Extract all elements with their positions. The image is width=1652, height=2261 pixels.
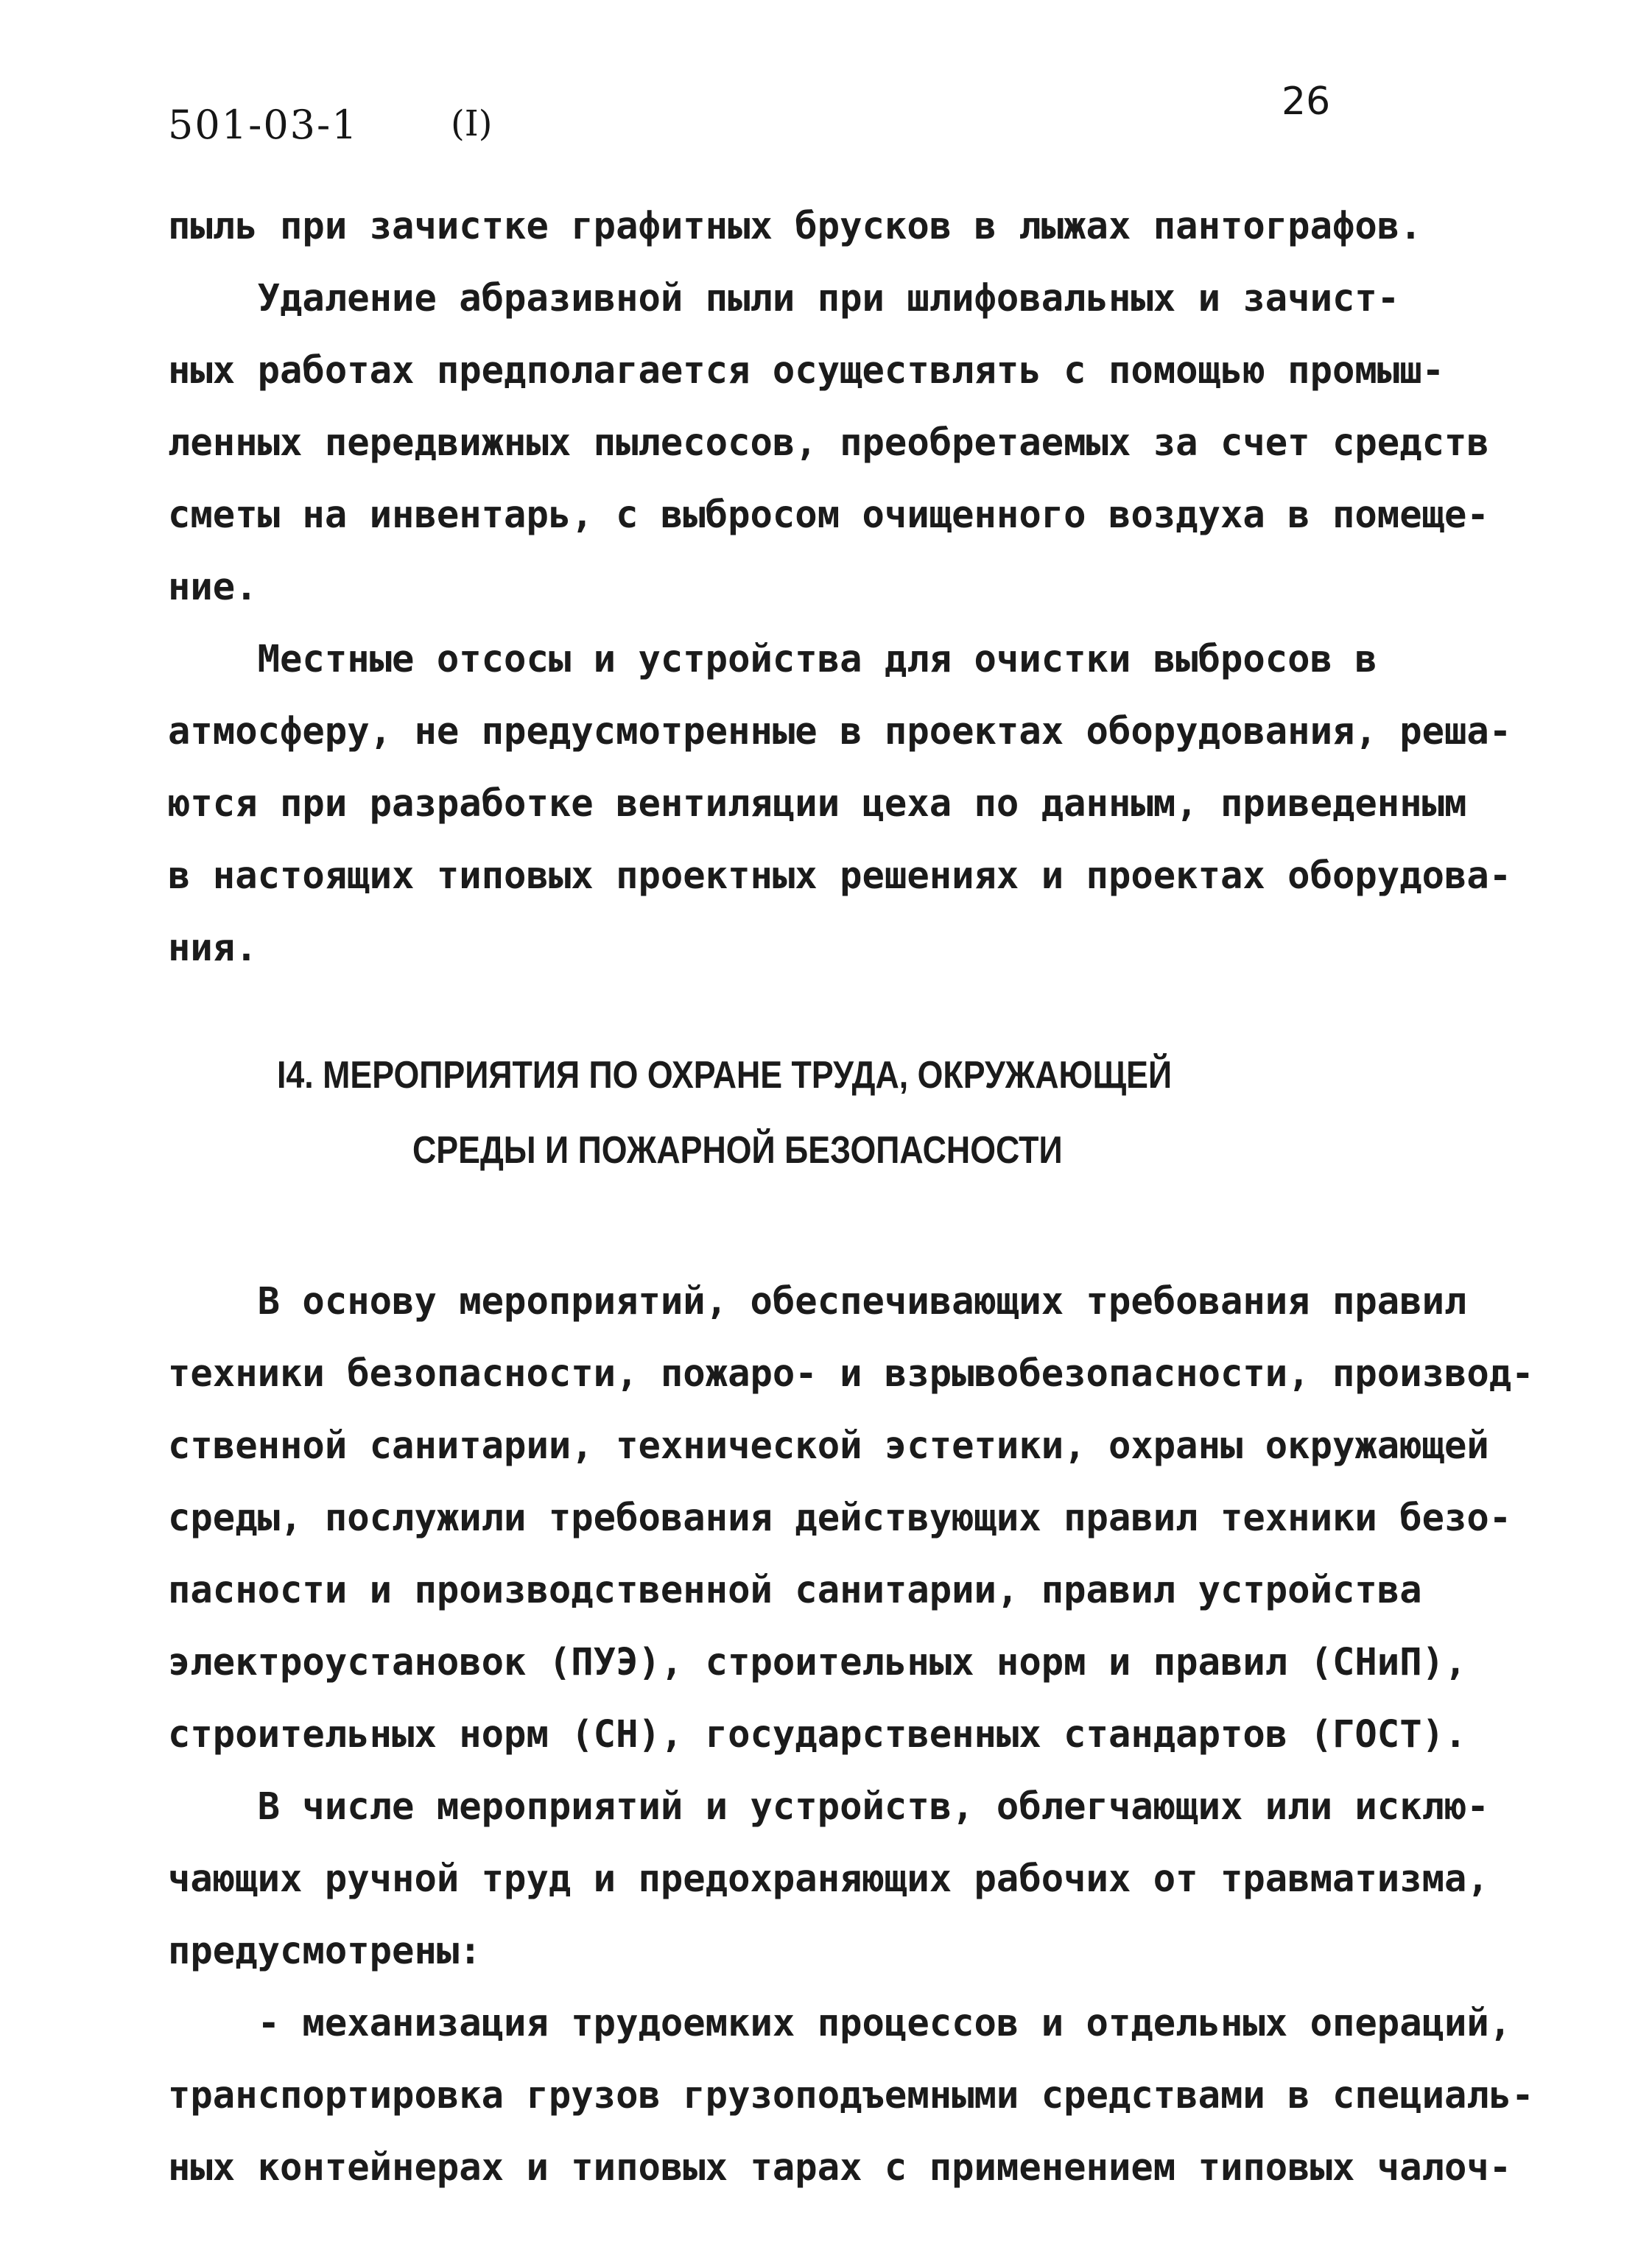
text-line: ние. (168, 565, 258, 608)
text-line: Местные отсосы и устройства для очистки выбросов в (168, 637, 1377, 681)
text-line: - механизация трудоемких процессов и отдельных операций, (168, 2001, 1512, 2044)
text-line: среды, послужили требования действующих правил техники безо- (168, 1496, 1512, 1539)
text-line: предусмотрены: (168, 1929, 482, 1972)
text-line: ных контейнерах и типовых тарах с применением типовых чалоч- (168, 2145, 1512, 2189)
text-line: ных работах предполагается осуществлять с помощью промыш- (168, 348, 1445, 392)
page-number: 26 (1282, 80, 1331, 124)
text-line: в настоящих типовых проектных решениях и проектах оборудова- (168, 854, 1512, 897)
document-code: 501-03-1 (168, 102, 359, 148)
text-line: ленных передвижных пылесосов, преобретаемых за счет средств (168, 421, 1489, 464)
text-line: ния. (168, 926, 258, 969)
text-line: пыль при зачистке графитных брусков в лыжах пантографов. (168, 204, 1422, 247)
paragraphs-before-heading (168, 190, 1516, 984)
text-line: пасности и производственной санитарии, правил устройства (168, 1568, 1422, 1611)
text-line: электроустановок (ПУЭ), строительных норм и правил (СНиП), (168, 1640, 1467, 1684)
document-part: (I) (451, 103, 493, 144)
text-line: чающих ручной труд и предохраняющих рабочих от травматизма, (168, 1857, 1489, 1900)
text-line: сметы на инвентарь, с выбросом очищенного воздуха в помеще- (168, 493, 1489, 536)
text-line: ственной санитарии, технической эстетики, охраны окружающей (168, 1424, 1489, 1467)
text-line: атмосферу, не предусмотренные в проектах оборудования, реша- (168, 709, 1512, 753)
section-heading-line-2: СРЕДЫ И ПОЖАРНОЙ БЕЗОПАСНОСТИ (412, 1129, 1063, 1172)
paragraphs-after-heading (168, 1265, 1534, 2204)
text-line: транспортировка грузов грузоподъемными средствами в специаль- (168, 2073, 1534, 2117)
text-line: Удаление абразивной пыли при шлифовальных и зачист- (168, 276, 1400, 320)
text-line: В основу мероприятий, обеспечивающих требования правил (168, 1279, 1467, 1323)
text-line: техники безопасности, пожаро- и взрывобезопасности, производ- (168, 1351, 1534, 1395)
text-line: ются при разработке вентиляции цеха по данным, приведенным (168, 781, 1467, 825)
text-line: строительных норм (СН), государственных стандартов (ГОСТ). (168, 1712, 1467, 1756)
text-line: В числе мероприятий и устройств, облегчающих или исклю- (168, 1784, 1489, 1828)
section-heading-line-1: I4. МЕРОПРИЯТИЯ ПО ОХРАНЕ ТРУДА, ОКРУЖАЮЩЕЙ (277, 1054, 1173, 1097)
